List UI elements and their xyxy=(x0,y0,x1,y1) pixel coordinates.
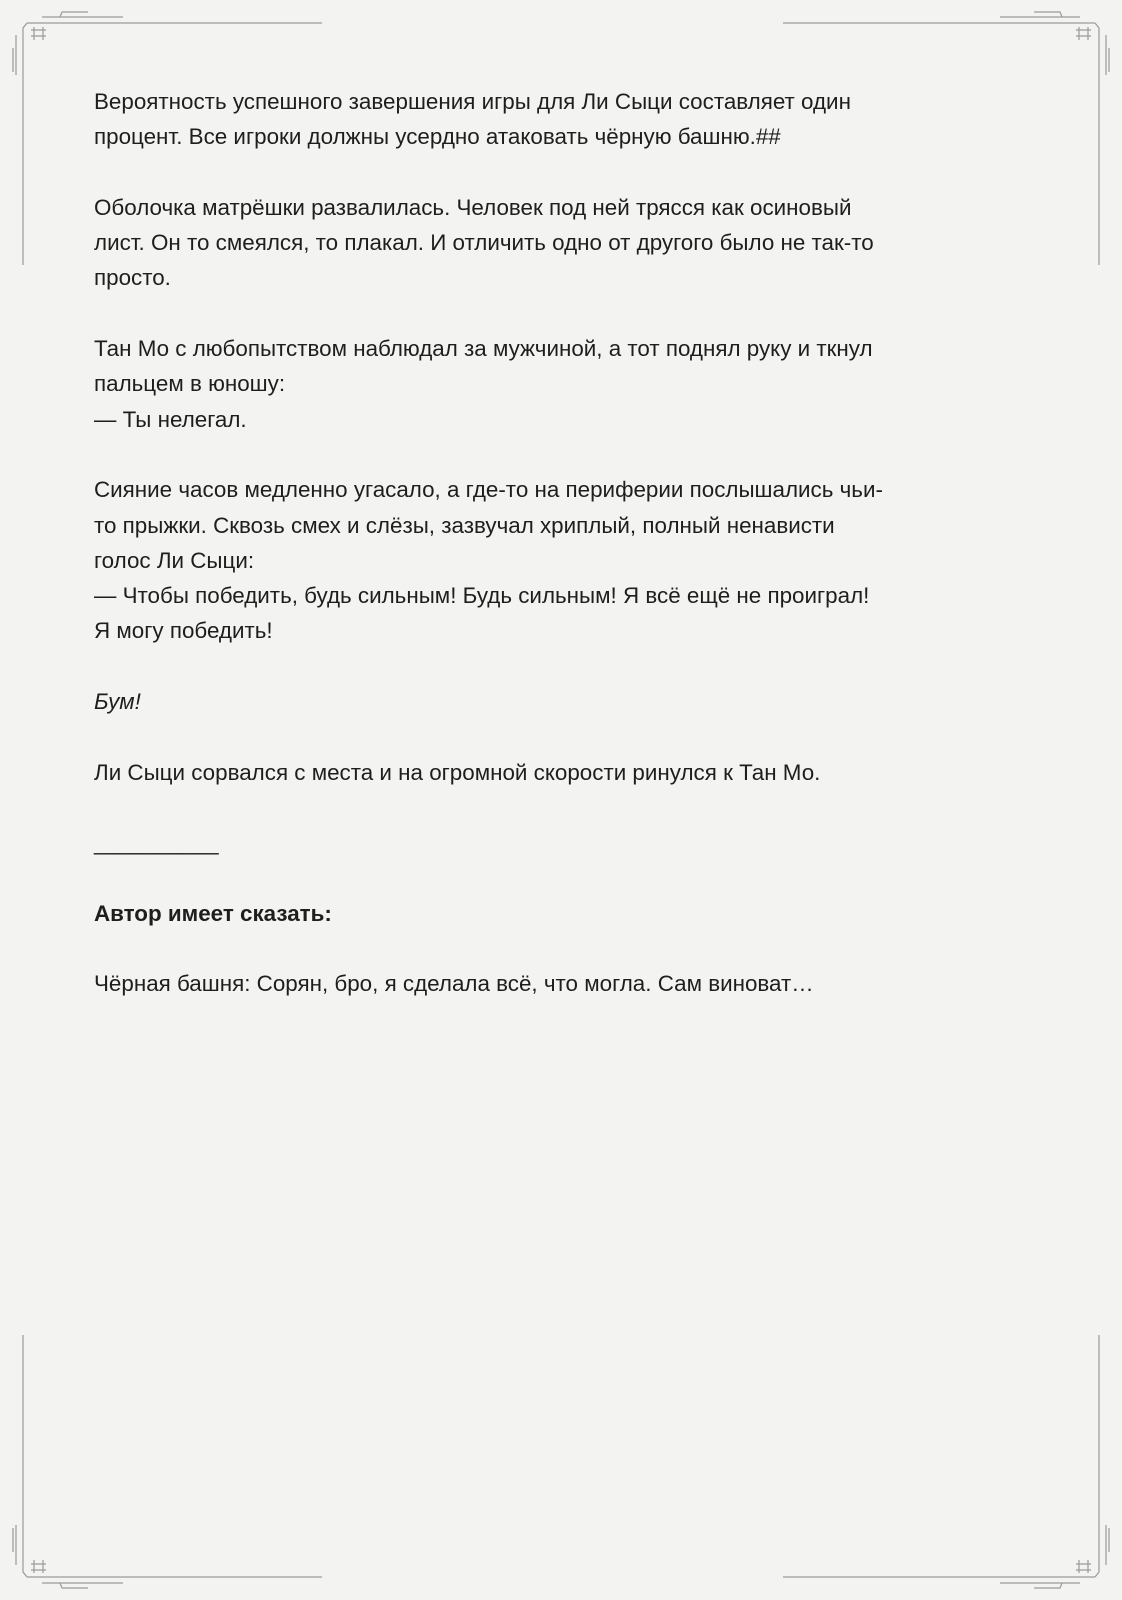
text-line: — Чтобы победить, будь сильным! Будь сильным! Я всё ещё не проиграл! xyxy=(94,583,870,609)
text-line: Вероятность успешного завершения игры для Ли Сыци составляет один xyxy=(94,89,851,114)
text-line: процент. Все игроки должны усердно атаковать чёрную башню.## xyxy=(94,124,781,150)
text-line: Тан Мо с любопытством наблюдал за мужчиной, а тот поднял руку и ткнул xyxy=(94,336,873,362)
author-note-heading xyxy=(94,896,1034,931)
paragraph xyxy=(94,472,1034,648)
paragraph-gap xyxy=(94,861,1034,896)
paragraph-gap xyxy=(94,155,1034,190)
text-line: Сияние часов медленно угасало, а где-то на периферии послышались чьи- xyxy=(94,477,883,503)
text-line: голос Ли Сыци: xyxy=(94,547,255,573)
paragraph xyxy=(94,190,1034,296)
italic-paragraph xyxy=(94,684,1034,719)
text-line: пальцем в юношу: xyxy=(94,371,286,397)
text-line: Я могу победить! xyxy=(94,618,273,644)
paragraph xyxy=(94,755,1034,790)
text-line: Ли Сыци сорвался с места и на огромной скорости ринулся к Тан Мо. xyxy=(94,759,821,785)
paragraph xyxy=(94,84,1034,155)
paragraph-gap xyxy=(94,437,1034,472)
paragraph-gap xyxy=(94,931,1034,966)
paragraph-gap xyxy=(94,790,1034,825)
paragraph xyxy=(94,825,1034,860)
paragraph xyxy=(94,966,1034,1001)
paragraph-gap xyxy=(94,649,1034,684)
paragraph-gap xyxy=(94,296,1034,331)
text-line: то прыжки. Сквозь смех и слёзы, зазвучал хриплый, полный ненависти xyxy=(94,512,835,538)
paragraph-gap xyxy=(94,719,1034,754)
text-line: Бум! xyxy=(94,689,141,715)
text-line: Автор имеет сказать: xyxy=(94,900,332,926)
document-body xyxy=(94,84,1034,1002)
text-line: __________ xyxy=(94,830,219,856)
text-line: просто. xyxy=(94,265,171,291)
text-line: Оболочка матрёшки развалилась. Человек под ней трясся как осиновый xyxy=(94,194,852,220)
text-line: Чёрная башня: Сорян, бро, я сделала всё, что могла. Сам виноват… xyxy=(94,971,814,997)
text-line: — Ты нелегал. xyxy=(94,406,247,432)
paragraph xyxy=(94,331,1034,437)
text-line: лист. Он то смеялся, то плакал. И отличить одно от другого было не так-то xyxy=(94,230,874,256)
